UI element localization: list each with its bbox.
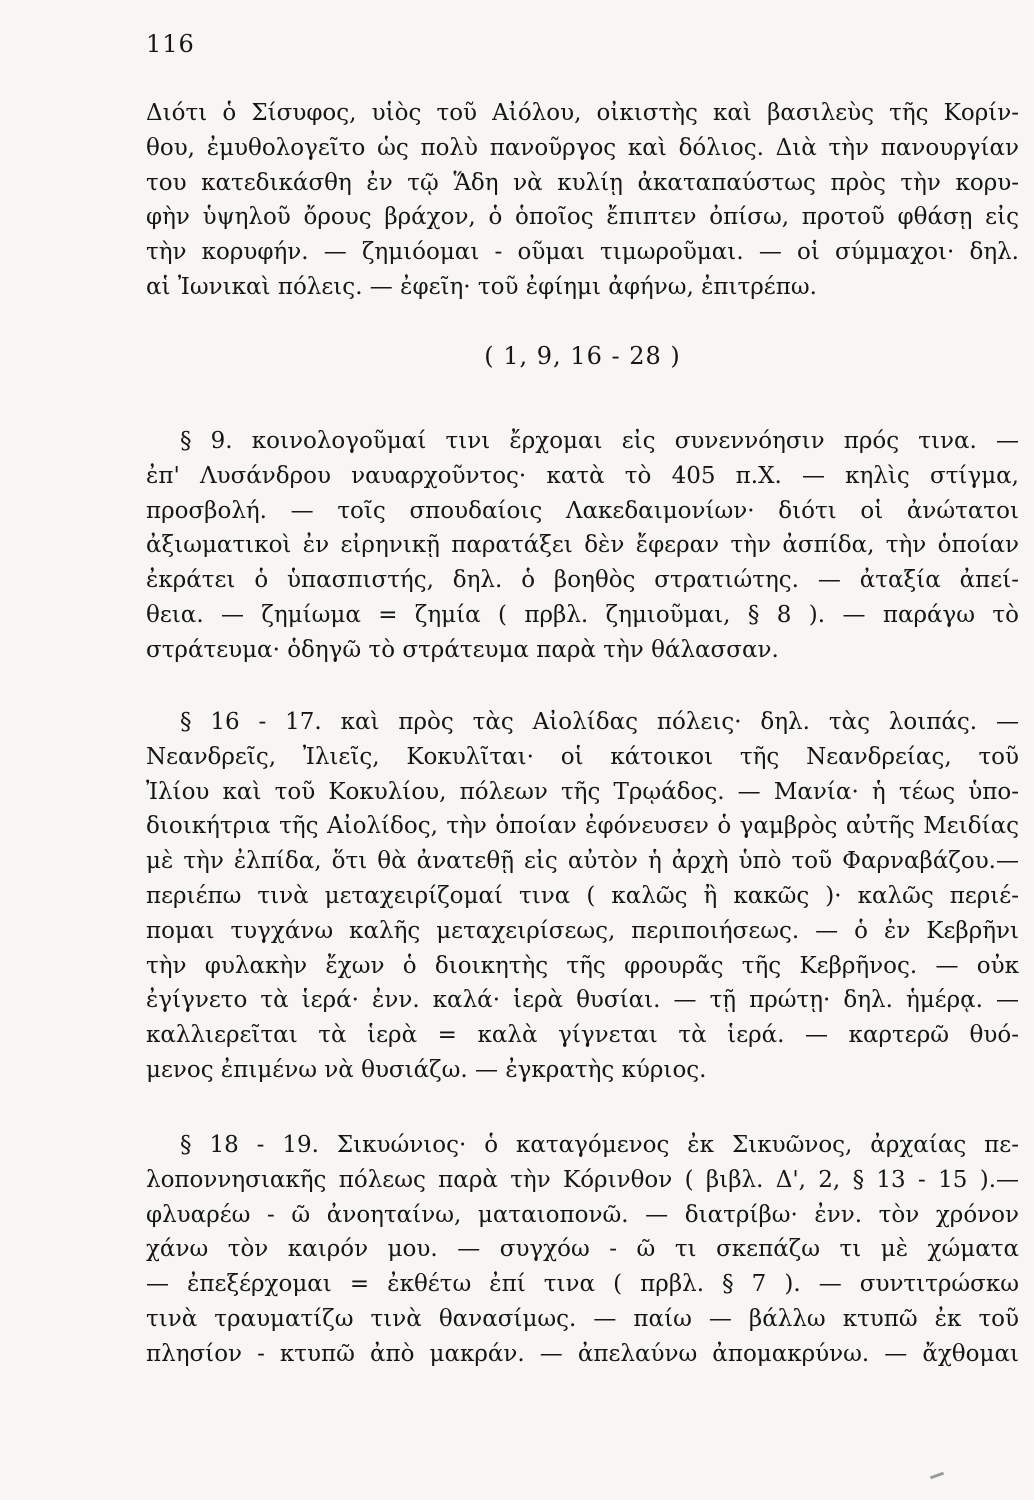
paragraph-intro xyxy=(146,96,1019,305)
text-line: πομαι τυγχάνω καλῆς μεταχειρίσεως, περιποιήσεως. — ὁ ἐν Κεβρῆνι xyxy=(146,917,1019,944)
text-line: ἐκράτει ὁ ὑπασπιστής, δηλ. ὁ βοηθὸς στρατιώτης. — ἀταξία ἀπεί- xyxy=(146,567,1019,594)
page-number: 116 xyxy=(146,30,195,58)
text-line: τὴν φυλακὴν ἔχων ὁ διοικητὴς τῆς φρουρᾶς τῆς Κεβρῆνος. — οὐκ xyxy=(146,952,1019,979)
text-line: θου, ἐμυθολογεῖτο ὡς πολὺ πανοῦργος καὶ δόλιος. Διὰ τὴν πανουργίαν xyxy=(146,134,1019,161)
text-line: περιέπω τινὰ μεταχειρίζομαί τινα ( καλῶς ἢ κακῶς )· καλῶς περιέ- xyxy=(146,882,1019,909)
text-line: ἐγίγνετο τὰ ἱερά· ἐνν. καλά· ἱερὰ θυσίαι. — τῇ πρώτῃ· δηλ. ἡμέρᾳ. — xyxy=(146,987,1019,1014)
text-line: χάνω τὸν καιρόν μου. — συγχόω - ῶ τι σκεπάζω τι μὲ χώματα xyxy=(146,1236,1019,1263)
text-line: προσβολή. — τοῖς σπουδαίοις Λακεδαιμονίων· διότι οἱ ἀνώτατοι xyxy=(146,497,1019,524)
text-line: § 18 - 19. Σικυώνιος· ὁ καταγόμενος ἐκ Σικυῶνος, ἀρχαίας πε- xyxy=(180,1132,1019,1158)
text-line: — ἐπεξέρχομαι = ἐκθέτω ἐπί τινα ( πρβλ. § 7 ). — συντιτρώσκω xyxy=(146,1271,1019,1298)
paragraph-section-9 xyxy=(146,424,1019,668)
text-line: ἐπ' Λυσάνδρου ναυαρχοῦντος· κατὰ τὸ 405 π.Χ. — κηλὶς στίγμα, xyxy=(146,462,1019,489)
text-line: μὲ τὴν ἐλπίδα, ὅτι θὰ ἀνατεθῇ εἰς αὐτὸν ἡ ἀρχὴ ὑπὸ τοῦ Φαρναβάζου.— xyxy=(146,848,1019,875)
text-line: Διότι ὁ Σίσυφος, υἱὸς τοῦ Αἰόλου, οἰκιστὴς καὶ βασιλεὺς τῆς Κορίν- xyxy=(146,100,1019,126)
text-line: στράτευμα· ὁδηγῶ τὸ στράτευμα παρὰ τὴν θάλασσαν. xyxy=(146,636,779,663)
paragraph-section-18-19 xyxy=(146,1128,1019,1372)
text-line: του κατεδικάσθη ἐν τῷ Ἅδη νὰ κυλίῃ ἀκαταπαύστως πρὸς τὴν κορυ- xyxy=(146,169,1019,196)
text-line: αἱ Ἰωνικαὶ πόλεις. — ἐφεῖη· τοῦ ἐφίημι ἀφήνω, ἐπιτρέπω. xyxy=(146,273,817,300)
text-line: τινὰ τραυματίζω τινὰ θανασίμως. — παίω — βάλλω κτυπῶ ἐκ τοῦ xyxy=(146,1305,1019,1332)
text-line: μενος ἐπιμένω νὰ θυσιάζω. — ἐγκρατὴς κύριος. xyxy=(146,1056,707,1083)
text-line: ἀξιωματικοὶ ἐν εἰρηνικῇ παρατάξει δὲν ἔφεραν τὴν ἀσπίδα, τὴν ὁποίαν xyxy=(146,532,1019,559)
text-line: θεια. — ζημίωμα = ζημία ( πρβλ. ζημιοῦμαι, § 8 ). — παράγω τὸ xyxy=(146,601,1019,628)
text-line: διοικήτρια τῆς Αἰολίδος, τὴν ὁποίαν ἐφόνευσεν ὁ γαμβρὸς αὐτῆς Μειδίας xyxy=(146,813,1019,840)
paragraph-section-16-17 xyxy=(146,705,1019,1088)
section-reference: ( 1, 9, 16 - 28 ) xyxy=(484,342,681,370)
text-line: § 16 - 17. καὶ πρὸς τὰς Αἰολίδας πόλεις· δηλ. τὰς λοιπάς. — xyxy=(180,709,1019,735)
text-line: καλλιερεῖται τὰ ἱερὰ = καλὰ γίγνεται τὰ ἱερά. — καρτερῶ θυό- xyxy=(146,1022,1019,1049)
text-line: Νεανδρεῖς, Ἰλιεῖς, Κοκυλῖται· οἱ κάτοικοι τῆς Νεανδρείας, τοῦ xyxy=(146,743,1019,770)
text-line: πλησίον - κτυπῶ ἀπὸ μακράν. — ἀπελαύνω ἀπομακρύνω. — ἄχθομαι xyxy=(146,1340,1019,1367)
text-line: τὴν κορυφήν. — ζημιόομαι - οῦμαι τιμωροῦμαι. — οἱ σύμμαχοι· δηλ. xyxy=(146,239,1019,266)
text-line: φὴν ὑψηλοῦ ὄρους βράχον, ὁ ὁποῖος ἔπιπτεν ὀπίσω, προτοῦ φθάσῃ εἰς xyxy=(146,204,1019,231)
scan-smudge xyxy=(930,1472,944,1480)
text-line: Ἰλίου καὶ τοῦ Κοκυλίου, πόλεων τῆς Τρῳάδος. — Μανία· ἡ τέως ὑπο- xyxy=(146,778,1019,805)
text-line: φλυαρέω - ῶ ἀνοηταίνω, ματαιοπονῶ. — διατρίβω· ἐνν. τὸν χρόνον xyxy=(146,1201,1019,1228)
text-line: λοποννησιακῆς πόλεως παρὰ τὴν Κόρινθον ( βιβλ. Δ', 2, § 13 - 15 ).— xyxy=(146,1166,1019,1193)
text-line: § 9. κοινολογοῦμαί τινι ἔρχομαι εἰς συνεννόησιν πρός τινα. — xyxy=(180,428,1019,454)
